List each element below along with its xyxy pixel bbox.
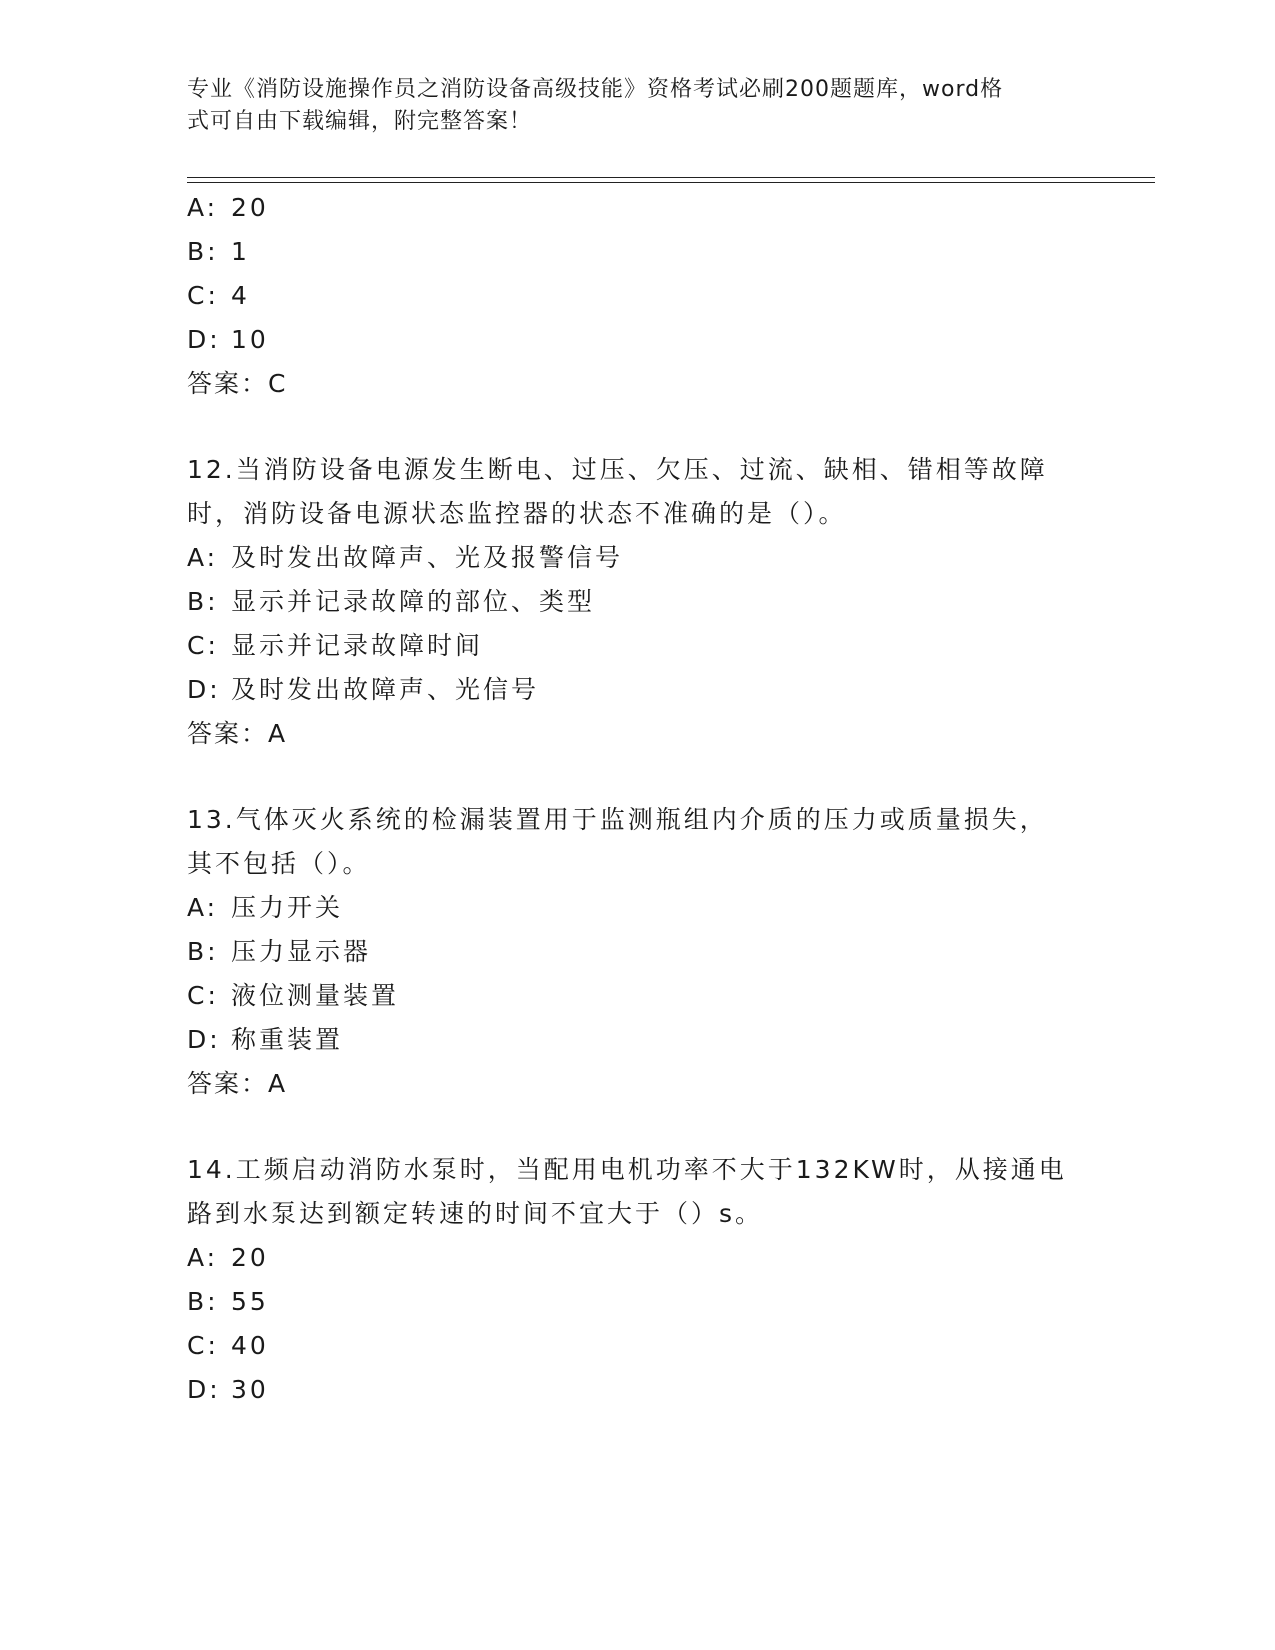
q12-option-c: C: 显示并记录故障时间 (187, 631, 484, 660)
q14-option-d: D: 30 (187, 1375, 269, 1404)
q13-stem-line-1: 13.气体灭火系统的检漏装置用于监测瓶组内介质的压力或质量损失， (187, 805, 1048, 834)
header-line-1: 专业《消防设施操作员之消防设备高级技能》资格考试必刷200题题库，word格 (187, 77, 1004, 102)
q14-stem-line-2: 路到水泵达到额定转速的时间不宜大于（）s。 (187, 1199, 764, 1228)
q13-option-b: B: 压力显示器 (187, 937, 372, 966)
q11-answer: 答案：C (187, 369, 288, 398)
q11-option-c: C: 4 (187, 281, 250, 310)
q11-option-d: D: 10 (187, 325, 269, 354)
q13-option-c: C: 液位测量装置 (187, 981, 400, 1010)
document-header (187, 74, 1067, 138)
q12-option-a: A: 及时发出故障声、光及报警信号 (187, 543, 624, 572)
q12-option-b: B: 显示并记录故障的部位、类型 (187, 587, 596, 616)
q12-stem-line-2: 时，消防设备电源状态监控器的状态不准确的是（）。 (187, 499, 847, 528)
q13-option-d: D: 称重装置 (187, 1025, 344, 1054)
q14-option-b: B: 55 (187, 1287, 269, 1316)
q13-answer: 答案：A (187, 1069, 288, 1098)
q12-option-d: D: 及时发出故障声、光信号 (187, 675, 540, 704)
header-divider-bottom (187, 182, 1155, 183)
header-divider-top (187, 177, 1155, 178)
q11-option-b: B: 1 (187, 237, 250, 266)
q12-answer: 答案：A (187, 719, 288, 748)
q13-option-a: A: 压力开关 (187, 893, 344, 922)
q14-option-a: A: 20 (187, 1243, 269, 1272)
q14-stem-line-1: 14.工频启动消防水泵时，当配用电机功率不大于132KW时，从接通电 (187, 1155, 1067, 1184)
q12-stem-line-1: 12.当消防设备电源发生断电、过压、欠压、过流、缺相、错相等故障 (187, 455, 1048, 484)
q13-stem-line-2: 其不包括（）。 (187, 849, 371, 878)
q11-option-a: A: 20 (187, 193, 269, 222)
header-line-2: 式可自由下载编辑，附完整答案！ (187, 109, 533, 134)
q14-option-c: C: 40 (187, 1331, 269, 1360)
